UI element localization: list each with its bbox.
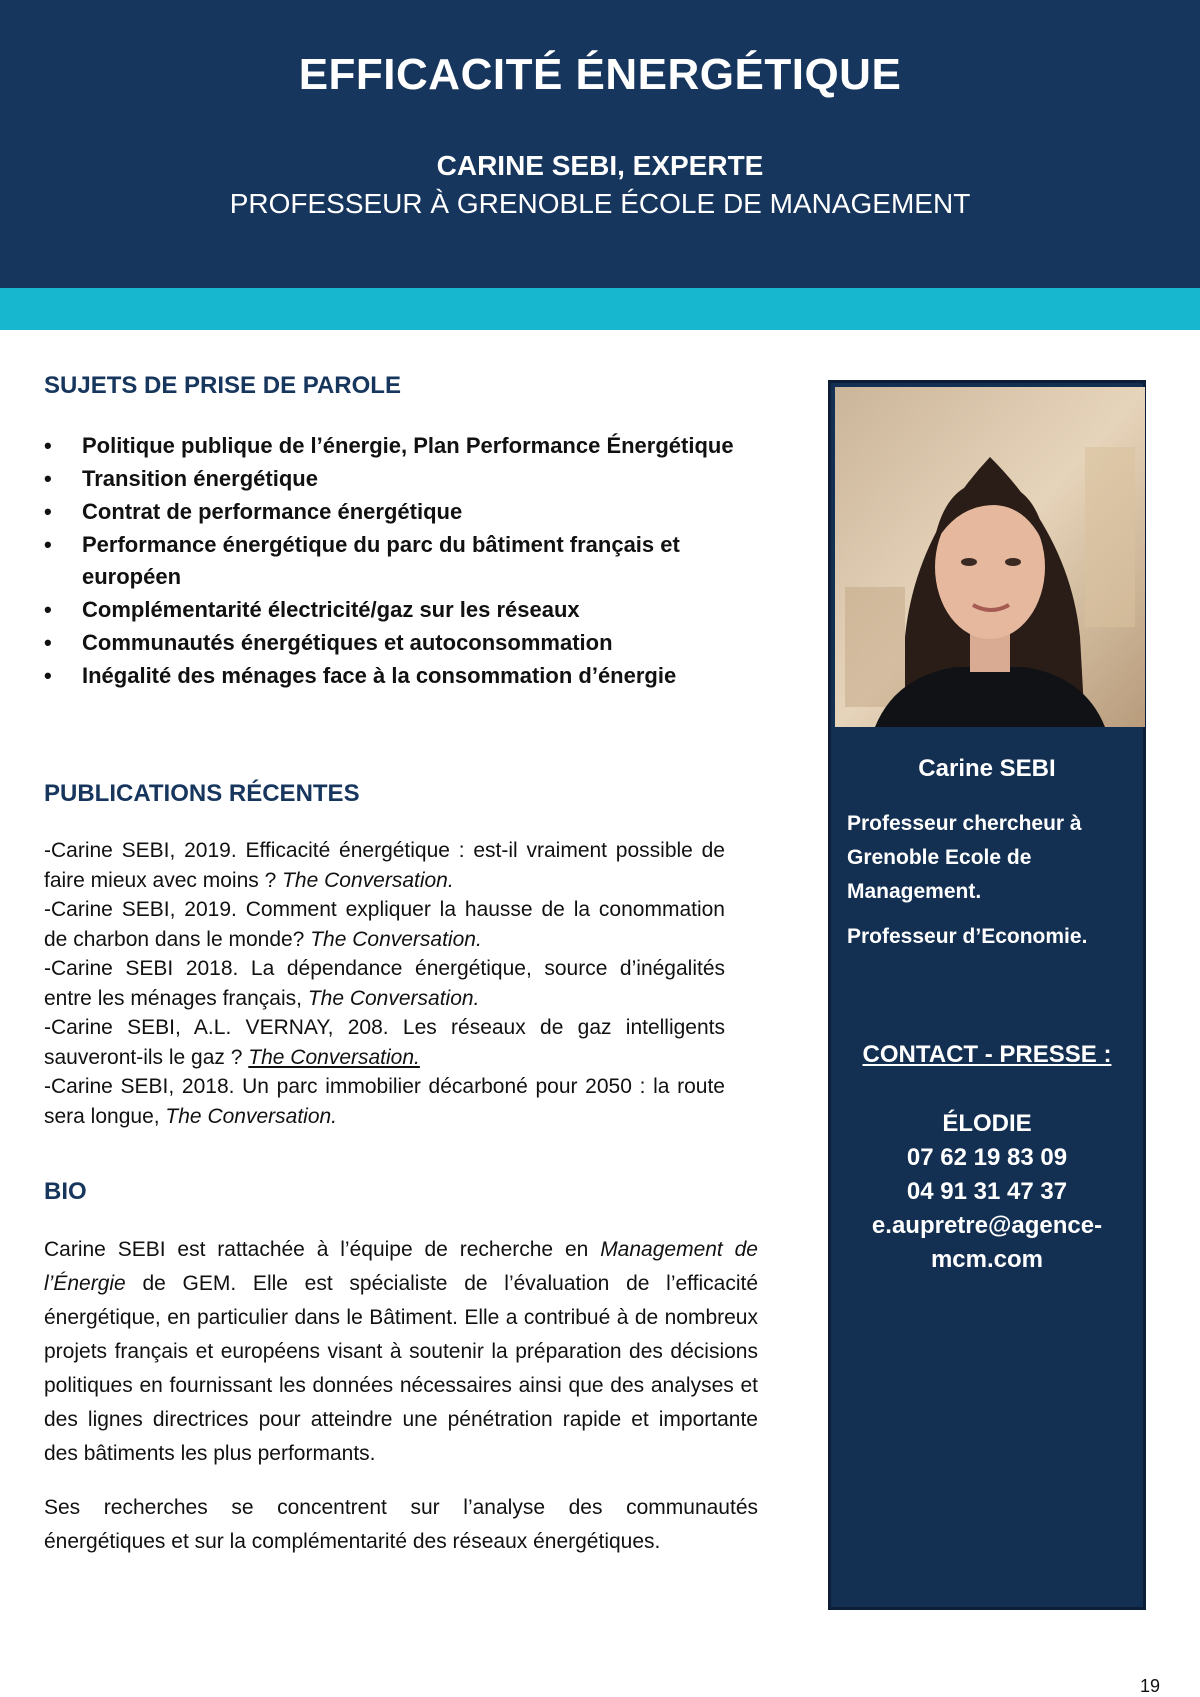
topic-text: Transition énergétique (82, 466, 318, 491)
topics-heading: SUJETS DE PRISE DE PAROLE (44, 372, 401, 399)
contact-email-line2[interactable]: mcm.com (930, 1246, 1044, 1273)
profile-sidebar (828, 380, 1146, 1610)
list-item (44, 594, 804, 626)
bullet-icon: • (44, 466, 52, 491)
list-item (44, 627, 804, 659)
contact-phone-office[interactable]: 04 91 31 47 37 (906, 1178, 1068, 1205)
sidebar-name: Carine SEBI (918, 755, 1056, 782)
portrait-illustration (835, 387, 1145, 727)
expert-name: CARINE SEBI, EXPERTE (436, 150, 764, 181)
sidebar-role: Professeur chercheur à Grenoble Ecole de Management. (847, 812, 1082, 903)
list-item (44, 496, 804, 528)
publications-heading: PUBLICATIONS RÉCENTES (44, 780, 360, 807)
bio-paragraph: Carine SEBI est rattachée à l’équipe de recherche en Management de l’Énergie de GEM. Elle est spécialiste de l’évaluation de l’efficacité énergétique, en particulier dans le Bâtiment. Elle a contribué à de nombreux projets français et européens visant à soutenir la préparation des décisions politiques en fournissant les données nécessaires ainsi que des analyses et des lignes directrices pour atteindre une pénétration rapide et importante des bâtiments les plus performants. (44, 1238, 758, 1465)
publication-item: -Carine SEBI, 2018. Un parc immobilier décarboné pour 2050 : la route sera longue, The Conversation. (44, 1075, 725, 1128)
list-item (44, 660, 804, 692)
portrait-photo (835, 387, 1145, 727)
publication-item: -Carine SEBI, 2019. Comment expliquer la hausse de la conommation de charbon dans le monde? The Conversation. (44, 898, 725, 951)
topic-text: Communautés énergétiques et autoconsommation (82, 630, 613, 655)
topic-text: Inégalité des ménages face à la consommation d’énergie (82, 663, 677, 688)
topic-text: Politique publique de l’énergie, Plan Performance Énergétique (82, 433, 734, 458)
publication-item: -Carine SEBI 2018. La dépendance énergétique, source d’inégalités entre les ménages français, The Conversation. (44, 957, 725, 1010)
bio-paragraph: Ses recherches se concentrent sur l’analyse des communautés énergétiques et sur la complémentarité des réseaux énergétiques. (44, 1496, 758, 1553)
bullet-icon: • (44, 597, 52, 622)
header-banner (0, 0, 1200, 288)
bullet-icon: • (44, 433, 52, 458)
topic-text: Performance énergétique du parc du bâtiment français et européen (82, 532, 680, 589)
expert-affiliation: PROFESSEUR À GRENOBLE ÉCOLE DE MANAGEMENT (229, 188, 971, 219)
bio-text (44, 1233, 758, 1579)
bullet-icon: • (44, 663, 52, 688)
contact-phone-mobile[interactable]: 07 62 19 83 09 (906, 1144, 1068, 1171)
publication-item: -Carine SEBI, 2019. Efficacité énergétique : est-il vraiment possible de faire mieux avec moins ? The Conversation. (44, 839, 725, 892)
topic-text: Contrat de performance énergétique (82, 499, 463, 524)
contact-email-line1[interactable]: e.aupretre@agence- (871, 1212, 1103, 1239)
page-number: 19 (1140, 1676, 1161, 1696)
publication-item: -Carine SEBI, A.L. VERNAY, 208. Les réseaux de gaz intelligents sauveront-ils le gaz ? The Conversation. (44, 1016, 725, 1069)
list-item (44, 463, 804, 495)
contact-name: ÉLODIE (942, 1110, 1032, 1137)
bullet-icon: • (44, 630, 52, 655)
list-item (44, 529, 762, 593)
topic-text: Complémentarité électricité/gaz sur les réseaux (82, 597, 580, 622)
accent-bar (0, 288, 1200, 330)
contact-heading: CONTACT - PRESSE : (862, 1041, 1112, 1068)
publications-list (44, 836, 725, 1131)
list-item (44, 430, 804, 462)
publication-link[interactable]: The Conversation. (248, 1045, 420, 1069)
topics-list (44, 430, 804, 693)
page-title: EFFICACITÉ ÉNERGÉTIQUE (298, 50, 902, 99)
sidebar-role-economics: Professeur d’Economie. (847, 925, 1088, 948)
bio-heading: BIO (44, 1178, 87, 1205)
bullet-icon: • (44, 532, 52, 557)
bullet-icon: • (44, 499, 52, 524)
